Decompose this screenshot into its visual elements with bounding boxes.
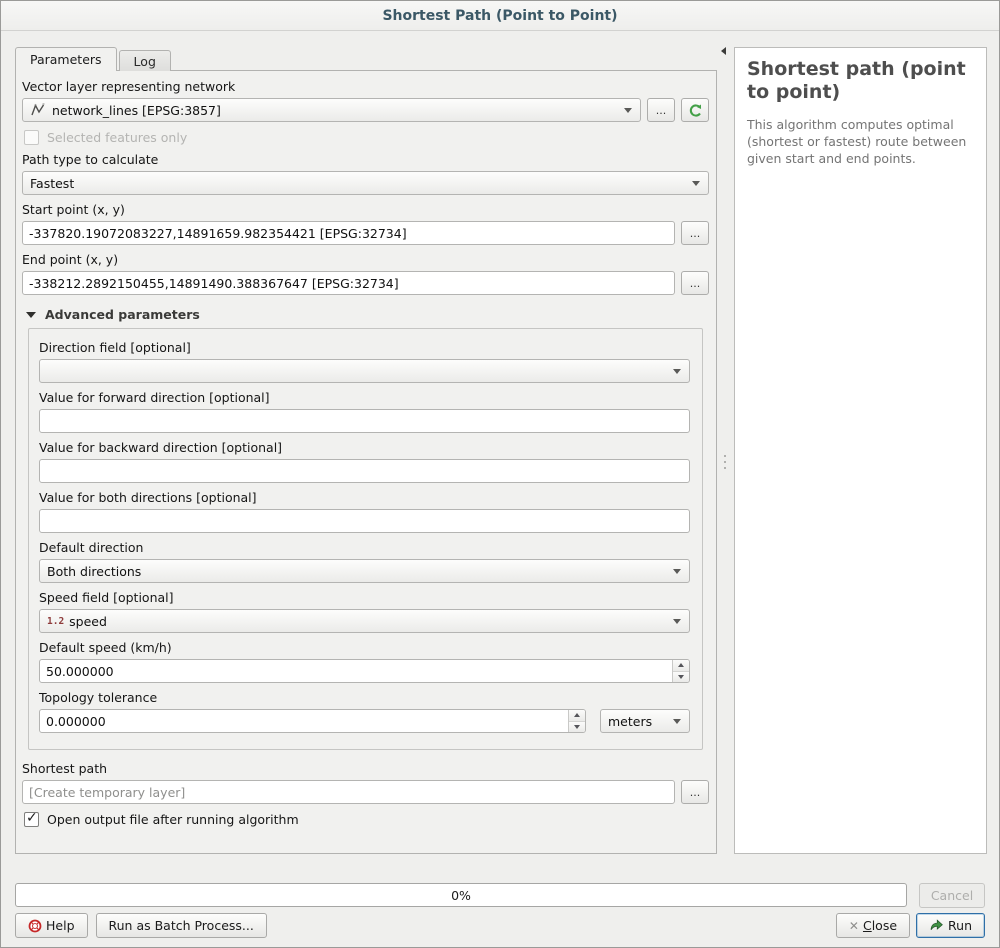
line-layer-icon — [30, 102, 46, 118]
start-point-label: Start point (x, y) — [22, 202, 125, 217]
spin-up-button[interactable] — [569, 710, 585, 721]
iterate-icon — [688, 103, 703, 118]
progress-value: 0% — [451, 887, 471, 903]
help-button[interactable] — [15, 913, 88, 938]
open-output-label: Open output file after running algorithm — [47, 812, 299, 827]
start-point-input[interactable] — [22, 221, 675, 245]
selected-features-checkbox[interactable] — [24, 130, 39, 145]
chevron-down-icon — [692, 181, 700, 186]
topology-tolerance-input[interactable] — [39, 709, 586, 733]
ellipsis-label: ... — [689, 785, 701, 799]
direction-field-combobox[interactable] — [39, 359, 690, 383]
parameters-panel — [15, 70, 717, 854]
help-label: Help — [46, 918, 75, 933]
spin-up-icon — [678, 663, 684, 667]
path-type-combobox[interactable] — [22, 171, 709, 195]
close-button[interactable] — [836, 913, 910, 938]
spin-up-button[interactable] — [673, 660, 689, 671]
help-icon — [28, 919, 42, 933]
chevron-down-icon — [673, 719, 681, 724]
chevron-down-icon — [673, 569, 681, 574]
direction-field-label: Direction field [optional] — [39, 340, 191, 355]
topology-tolerance-spinbox — [39, 709, 586, 733]
spin-buttons — [568, 710, 585, 732]
dialog-title: Shortest Path (Point to Point) — [382, 7, 618, 24]
backward-value-input[interactable] — [39, 459, 690, 483]
ellipsis-label: ... — [689, 226, 701, 240]
button-row — [15, 913, 985, 938]
start-point-browse-button[interactable] — [681, 221, 709, 245]
topology-tolerance-label: Topology tolerance — [39, 690, 158, 705]
chevron-down-icon — [673, 369, 681, 374]
tab-widget — [15, 47, 717, 854]
run-button[interactable] — [916, 913, 985, 938]
default-speed-label: Default speed (km/h) — [39, 640, 172, 655]
selected-features-row — [24, 130, 709, 145]
tab-log[interactable] — [119, 50, 171, 71]
advanced-parameters-box — [28, 328, 703, 750]
output-path-input[interactable] — [22, 780, 675, 804]
forward-value-label: Value for forward direction [optional] — [39, 390, 270, 405]
tab-parameters-label: Parameters — [30, 52, 102, 67]
network-layer-label: Vector layer representing network — [22, 79, 236, 94]
speed-field-label: Speed field [optional] — [39, 590, 174, 605]
splitter-handle-dots — [724, 451, 726, 473]
advanced-parameters-header[interactable] — [26, 307, 709, 322]
spin-down-icon — [678, 675, 684, 679]
tab-log-label: Log — [133, 53, 156, 69]
default-direction-combobox[interactable] — [39, 559, 690, 583]
ellipsis-label: ... — [689, 276, 701, 290]
tolerance-units-value: meters — [608, 713, 653, 729]
default-direction-value: Both directions — [47, 563, 142, 579]
default-direction-label: Default direction — [39, 540, 144, 555]
progress-bar — [15, 883, 907, 907]
progress-row — [15, 883, 985, 907]
help-title: Shortest path (point to point) — [747, 58, 966, 103]
network-layer-browse-button[interactable] — [647, 98, 675, 122]
tab-parameters[interactable] — [15, 47, 117, 71]
default-speed-spinbox — [39, 659, 690, 683]
open-output-row — [24, 812, 709, 827]
both-value-label: Value for both directions [optional] — [39, 490, 257, 505]
open-output-checkbox[interactable] — [24, 812, 39, 827]
spin-down-icon — [574, 725, 580, 729]
iterate-layer-button[interactable] — [681, 98, 709, 122]
run-label: Run — [948, 918, 972, 933]
spin-down-button[interactable] — [673, 671, 689, 683]
network-layer-value: network_lines [EPSG:3857] — [52, 102, 221, 118]
panel-splitter[interactable] — [717, 47, 734, 854]
close-icon: ✕ — [848, 918, 859, 933]
end-point-label: End point (x, y) — [22, 252, 119, 267]
help-panel — [734, 47, 987, 854]
tolerance-units-combobox[interactable] — [600, 709, 690, 733]
chevron-down-icon — [624, 108, 632, 113]
collapse-panel-icon[interactable] — [721, 47, 726, 55]
advanced-parameters-title: Advanced parameters — [45, 307, 200, 322]
help-body: This algorithm computes optimal (shortest or fastest) route between given start and end points. — [747, 116, 967, 167]
selected-features-label: Selected features only — [47, 130, 188, 145]
end-point-browse-button[interactable] — [681, 271, 709, 295]
titlebar — [1, 1, 999, 31]
spin-buttons — [672, 660, 689, 682]
both-value-input[interactable] — [39, 509, 690, 533]
path-type-label: Path type to calculate — [22, 152, 159, 167]
forward-value-input[interactable] — [39, 409, 690, 433]
cancel-button[interactable] — [919, 883, 985, 908]
default-speed-input[interactable] — [39, 659, 690, 683]
output-label: Shortest path — [22, 761, 108, 776]
path-type-value: Fastest — [30, 175, 75, 191]
backward-value-label: Value for backward direction [optional] — [39, 440, 283, 455]
run-as-batch-button[interactable] — [96, 913, 267, 938]
output-browse-button[interactable] — [681, 780, 709, 804]
speed-field-combobox[interactable] — [39, 609, 690, 633]
network-layer-combobox[interactable] — [22, 98, 641, 122]
chevron-down-icon — [673, 619, 681, 624]
batch-label: Run as Batch Process... — [108, 918, 254, 933]
run-icon — [929, 918, 944, 933]
spin-up-icon — [574, 713, 580, 717]
cancel-label: Cancel — [930, 888, 974, 903]
tab-bar — [15, 47, 171, 71]
section-collapse-icon — [26, 312, 36, 318]
end-point-input[interactable] — [22, 271, 675, 295]
close-label: Close — [862, 918, 898, 933]
speed-field-value: speed — [69, 613, 107, 629]
decimal-field-icon: 1.2 — [47, 615, 65, 627]
ellipsis-label: ... — [655, 103, 667, 117]
spin-down-button[interactable] — [569, 721, 585, 733]
